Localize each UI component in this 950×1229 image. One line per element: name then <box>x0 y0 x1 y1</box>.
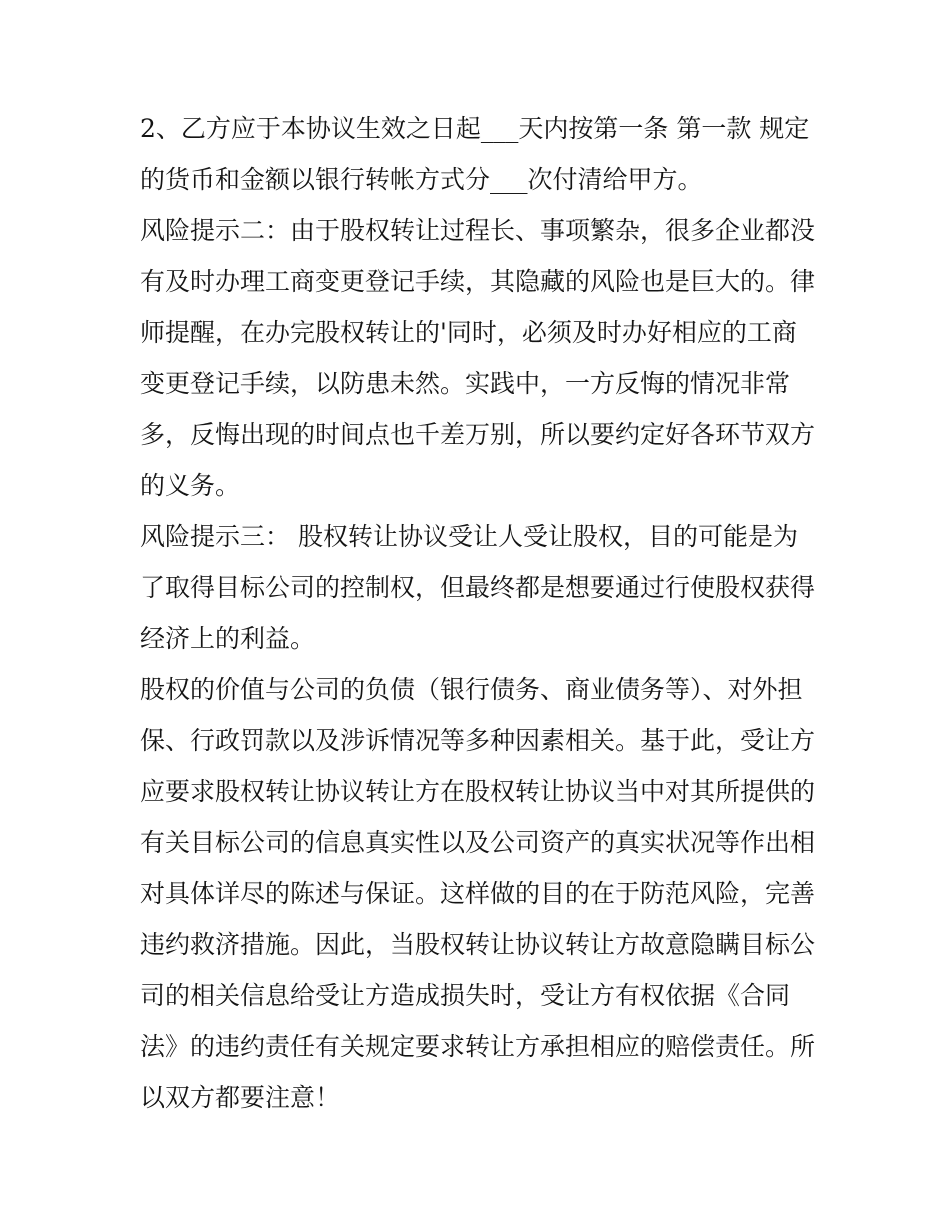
paragraph-equity-value: 股权的价值与公司的负债（银行债务、商业债务等）、对外担保、行政罚款以及涉诉情况等多种因素相关。基于此，受让方应要求股权转让协议转让方在股权转让协议当中对其所提供的有关目标公司的信息真实性以及公司资产的真实状况等作出相对具体详尽的陈述与保证。这样做的目的在于防范风险，完善违约救济措施。因此，当股权转让协议转让方故意隐瞒目标公司的相关信息给受让方造成损失时，受让方有权依据《合同法》的违约责任有关规定要求转让方承担相应的赔偿责任。所以双方都要注意！ <box>140 675 816 1112</box>
document-body <box>140 103 816 1123</box>
paragraph-payment-clause: 2、乙方应于本协议生效之日起___天内按第一条 第一款 规定的货币和金额以银行转帐方式分___次付清给甲方。 <box>140 114 810 194</box>
paragraph-risk-tip-two: 风险提示二：由于股权转让过程长、事项繁杂，很多企业都没有及时办理工商变更登记手续，其隐藏的风险也是巨大的。律师提醒，在办完股权转让的'同时，必须及时办好相应的工商变更登记手续，以防患未然。实践中，一方反悔的情况非常多，反悔出现的时间点也千差万别，所以要约定好各环节双方的义务。 <box>140 216 816 500</box>
paragraph-risk-tip-three: 风险提示三： 股权转让协议受让人受让股权，目的可能是为了取得目标公司的控制权，但最终都是想要通过行使股权获得经济上的利益。 <box>140 522 816 653</box>
